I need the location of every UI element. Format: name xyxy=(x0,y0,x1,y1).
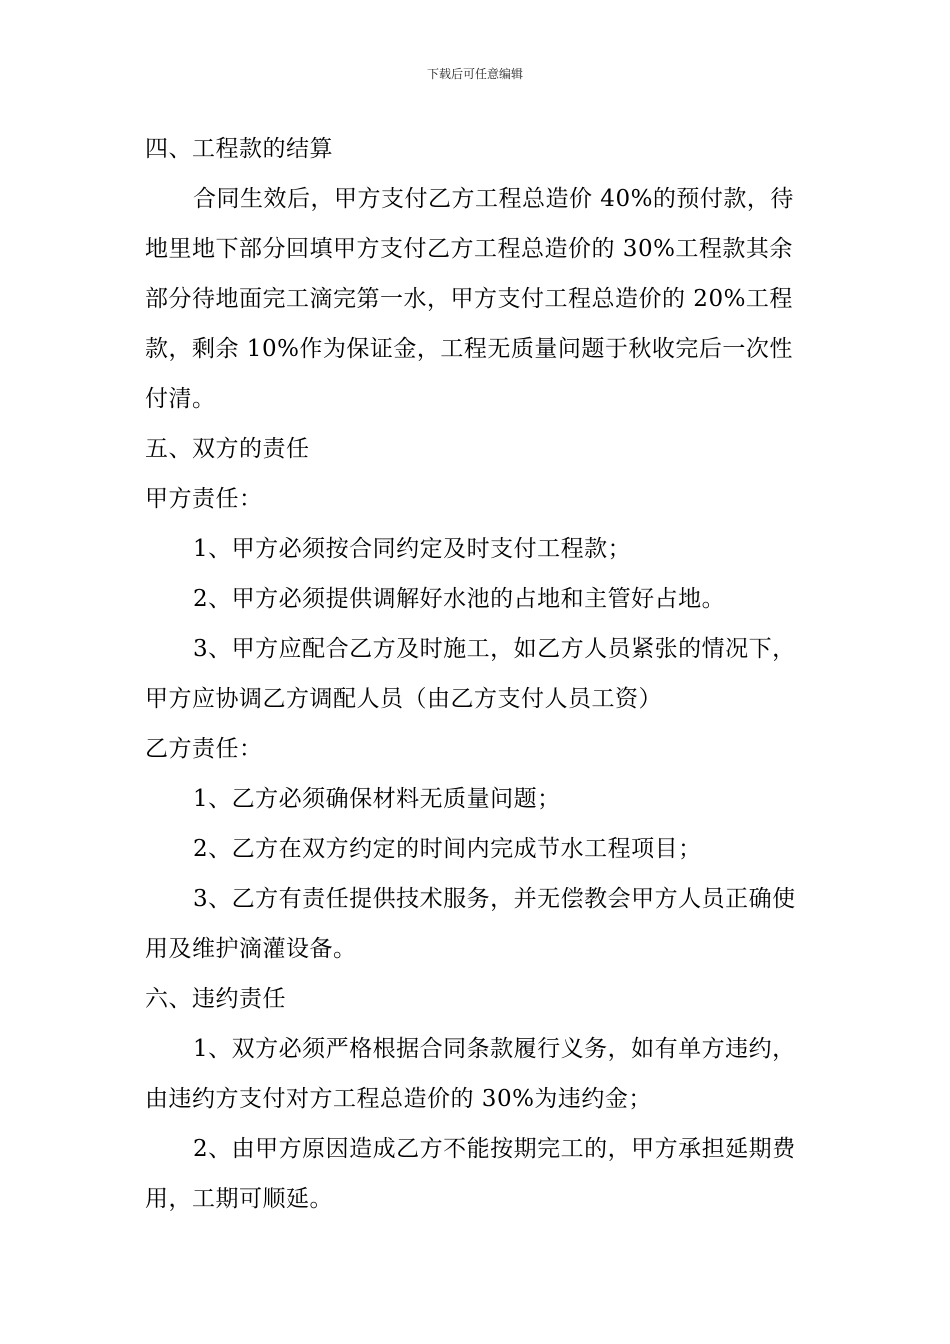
party-b-item-2: 2、乙方在双方约定的时间内完成节水工程项目； xyxy=(193,836,702,862)
section-heading-responsibilities: 五、双方的责任 xyxy=(145,436,310,462)
paragraph-settlement-terms: 合同生效后，甲方支付乙方工程总造价 40%的预付款，待地里地下部分回填甲方支付乙方工程总造价的 30%工程款其余部分待地面完工滴完第一水，甲方支付工程总造价的 20%工程款，剩余 10%作为保证金，工程无质量问题于秋收完后一次性付清。 xyxy=(145,186,794,412)
party-a-item-1: 1、甲方必须按合同约定及时支付工程款； xyxy=(193,536,632,562)
party-b-heading: 乙方责任： xyxy=(145,736,263,762)
section-heading-breach: 六、违约责任 xyxy=(145,986,286,1012)
party-a-item-2: 2、甲方必须提供调解好水池的占地和主管好占地。 xyxy=(193,586,726,612)
breach-item-1: 1、双方必须严格根据合同条款履行义务，如有单方违约，由违约方支付对方工程总造价的 30%为违约金； xyxy=(145,1036,796,1112)
party-a-heading: 甲方责任： xyxy=(145,486,263,512)
header-note: 下载后可任意编辑 xyxy=(426,67,523,81)
party-a-item-3: 3、甲方应配合乙方及时施工，如乙方人员紧张的情况下，甲方应协调乙方调配人员（由乙方支付人员工资） xyxy=(145,636,796,712)
party-b-item-3: 3、乙方有责任提供技术服务，并无偿教会甲方人员正确使用及维护滴灌设备。 xyxy=(145,886,796,962)
party-b-item-1: 1、乙方必须确保材料无质量问题； xyxy=(193,786,561,812)
breach-item-2: 2、由甲方原因造成乙方不能按期完工的，甲方承担延期费用，工期可顺延。 xyxy=(145,1136,796,1212)
document-body xyxy=(145,124,810,1224)
section-heading-settlement: 四、工程款的结算 xyxy=(145,136,333,162)
